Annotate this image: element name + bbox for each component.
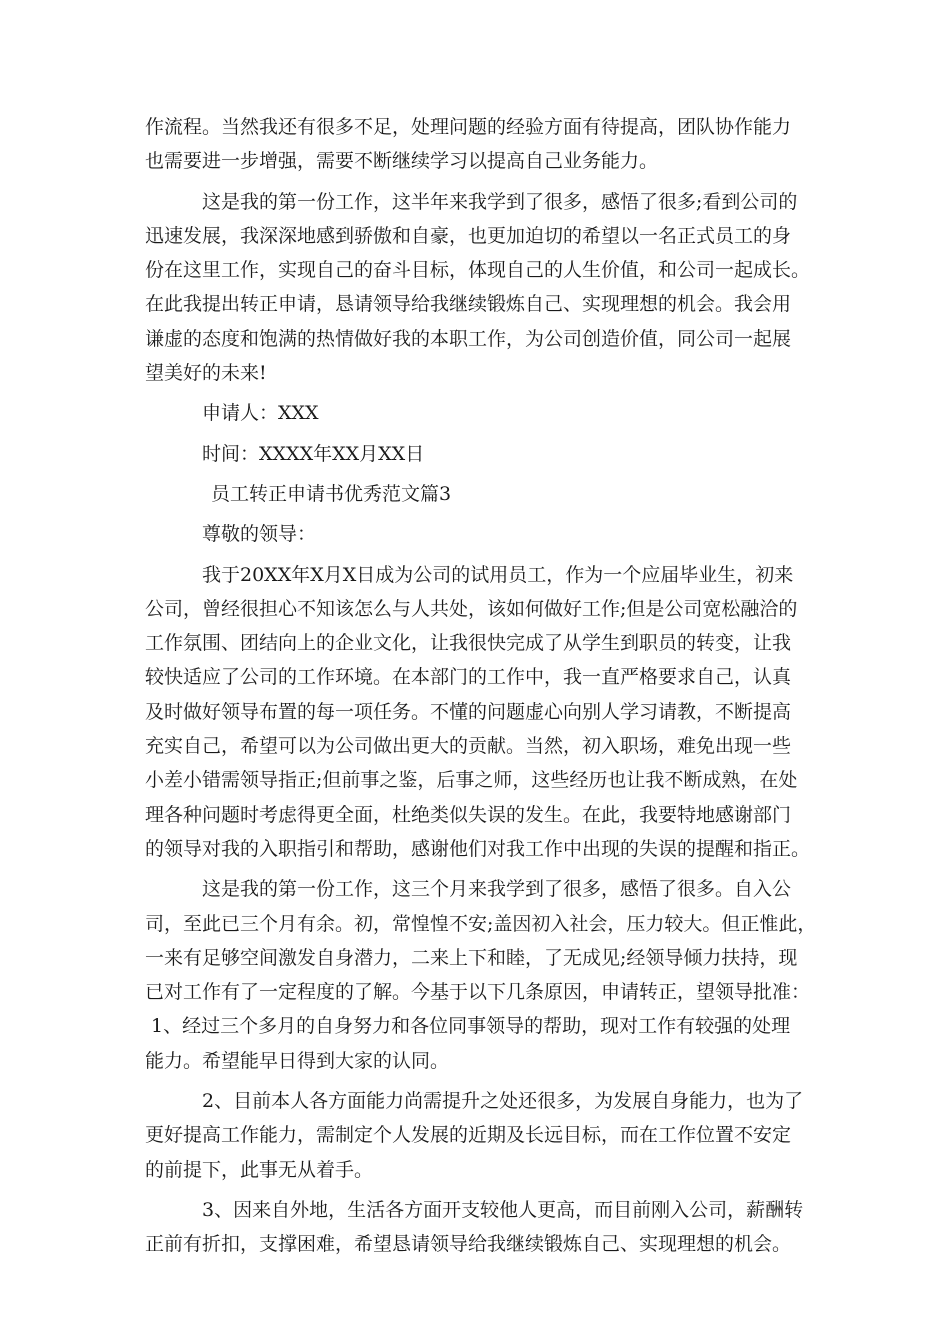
- salutation: [145, 517, 817, 551]
- text-line: 的前提下，此事无从着手。: [145, 1158, 374, 1181]
- text-line: 充实自己，希望可以为公司做出更大的贡献。当然，初入职场，难免出现一些: [145, 735, 792, 758]
- text-line: 一来有足够空间激发自身潜力，二来上下和睦，了无成见;经领导倾力扶持，现: [145, 946, 798, 969]
- text-line: 3、因来自外地，生活各方面开支较他人更高，而目前刚入公司，薪酬转: [202, 1198, 804, 1221]
- text-line: 我于20XX年X月X日成为公司的试用员工，作为一个应届毕业生，初来: [202, 563, 794, 586]
- applicant-line: [145, 396, 817, 430]
- text-line: 这是我的第一份工作，这三个月来我学到了很多，感悟了很多。自入公: [202, 878, 792, 901]
- text-line: 公司，曾经很担心不知该怎么与人共处，该如何做好工作;但是公司宽松融洽的: [145, 597, 798, 620]
- text-line: 也需要进一步增强，需要不断继续学习以提高自己业务能力。: [145, 150, 659, 173]
- applicant-text: 申请人：XXX: [202, 402, 319, 425]
- text-line: 工作氛围、团结向上的企业文化，让我很快完成了从学生到职员的转变，让我: [145, 632, 792, 655]
- paragraph-continuation: [145, 110, 817, 179]
- text-line: 及时做好领导布置的每一项任务。不懂的问题虚心向别人学习请教，不断提高: [145, 700, 792, 723]
- text-line: 已对工作有了一定程度的了解。今基于以下几条原因，申请转正，望领导批准：: [145, 981, 811, 1004]
- text-line: 2、目前本人各方面能力尚需提升之处还很多，为发展自身能力，也为了: [202, 1090, 804, 1113]
- text-line: 谦虚的态度和饱满的热情做好我的本职工作，为公司创造价值，同公司一起展: [145, 327, 792, 350]
- text-line: 正前有折扣，支撑困难，希望恳请领导给我继续锻炼自己、实现理想的机会。: [145, 1233, 792, 1256]
- paragraph-intro: [145, 558, 817, 867]
- paragraph-first-job-three-months: [145, 872, 817, 1078]
- date-line: [145, 437, 817, 471]
- salutation-text: 尊敬的领导：: [202, 523, 317, 546]
- document-body: [145, 110, 817, 1262]
- section-title: [145, 477, 817, 511]
- section-title-text: 员工转正申请书优秀范文篇3: [211, 482, 452, 505]
- text-line: 更好提高工作能力，需制定个人发展的近期及长远目标，而在工作位置不安定: [145, 1124, 792, 1147]
- text-line: 望美好的未来!: [145, 362, 267, 385]
- list-item-2: [145, 1084, 817, 1187]
- date-text: 时间：XXXX年XX月XX日: [202, 442, 425, 465]
- list-item-1: 1、经过三个多月的自身努力和各位同事领导的帮助，现对工作有较强的处理: [151, 1015, 791, 1038]
- text-line: 在此我提出转正申请，恳请领导给我继续锻炼自己、实现理想的机会。我会用: [145, 293, 792, 316]
- text-line: 理各种问题时考虑得更全面，杜绝类似失误的发生。在此，我要特地感谢部门: [145, 803, 792, 826]
- text-line: 迅速发展，我深深地感到骄傲和自豪，也更加迫切的希望以一名正式员工的身: [145, 224, 792, 247]
- paragraph-first-job-half-year: [145, 185, 817, 391]
- text-line: 作流程。当然我还有很多不足，处理问题的经验方面有待提高，团队协作能力: [145, 116, 792, 138]
- text-line: 司，至此已三个月有余。初，常惶惶不安;盖因初入社会，压力较大。但正惟此，: [145, 912, 817, 935]
- list-item-3: [145, 1193, 817, 1262]
- text-line: 较快适应了公司的工作环境。在本部门的工作中，我一直严格要求自己，认真: [145, 666, 792, 689]
- text-line: 能力。希望能早日得到大家的认同。: [145, 1049, 450, 1072]
- text-line: 这是我的第一份工作，这半年来我学到了很多，感悟了很多;看到公司的: [202, 190, 798, 213]
- text-line: 的领导对我的入职指引和帮助，感谢他们对我工作中出现的失误的提醒和指正。: [145, 837, 811, 860]
- text-line: 份在这里工作，实现自己的奋斗目标，体现自己的人生价值，和公司一起成长。: [145, 259, 811, 282]
- text-line: 小差小错需领导指正;但前事之鉴，后事之师，这些经历也让我不断成熟，在处: [145, 769, 798, 792]
